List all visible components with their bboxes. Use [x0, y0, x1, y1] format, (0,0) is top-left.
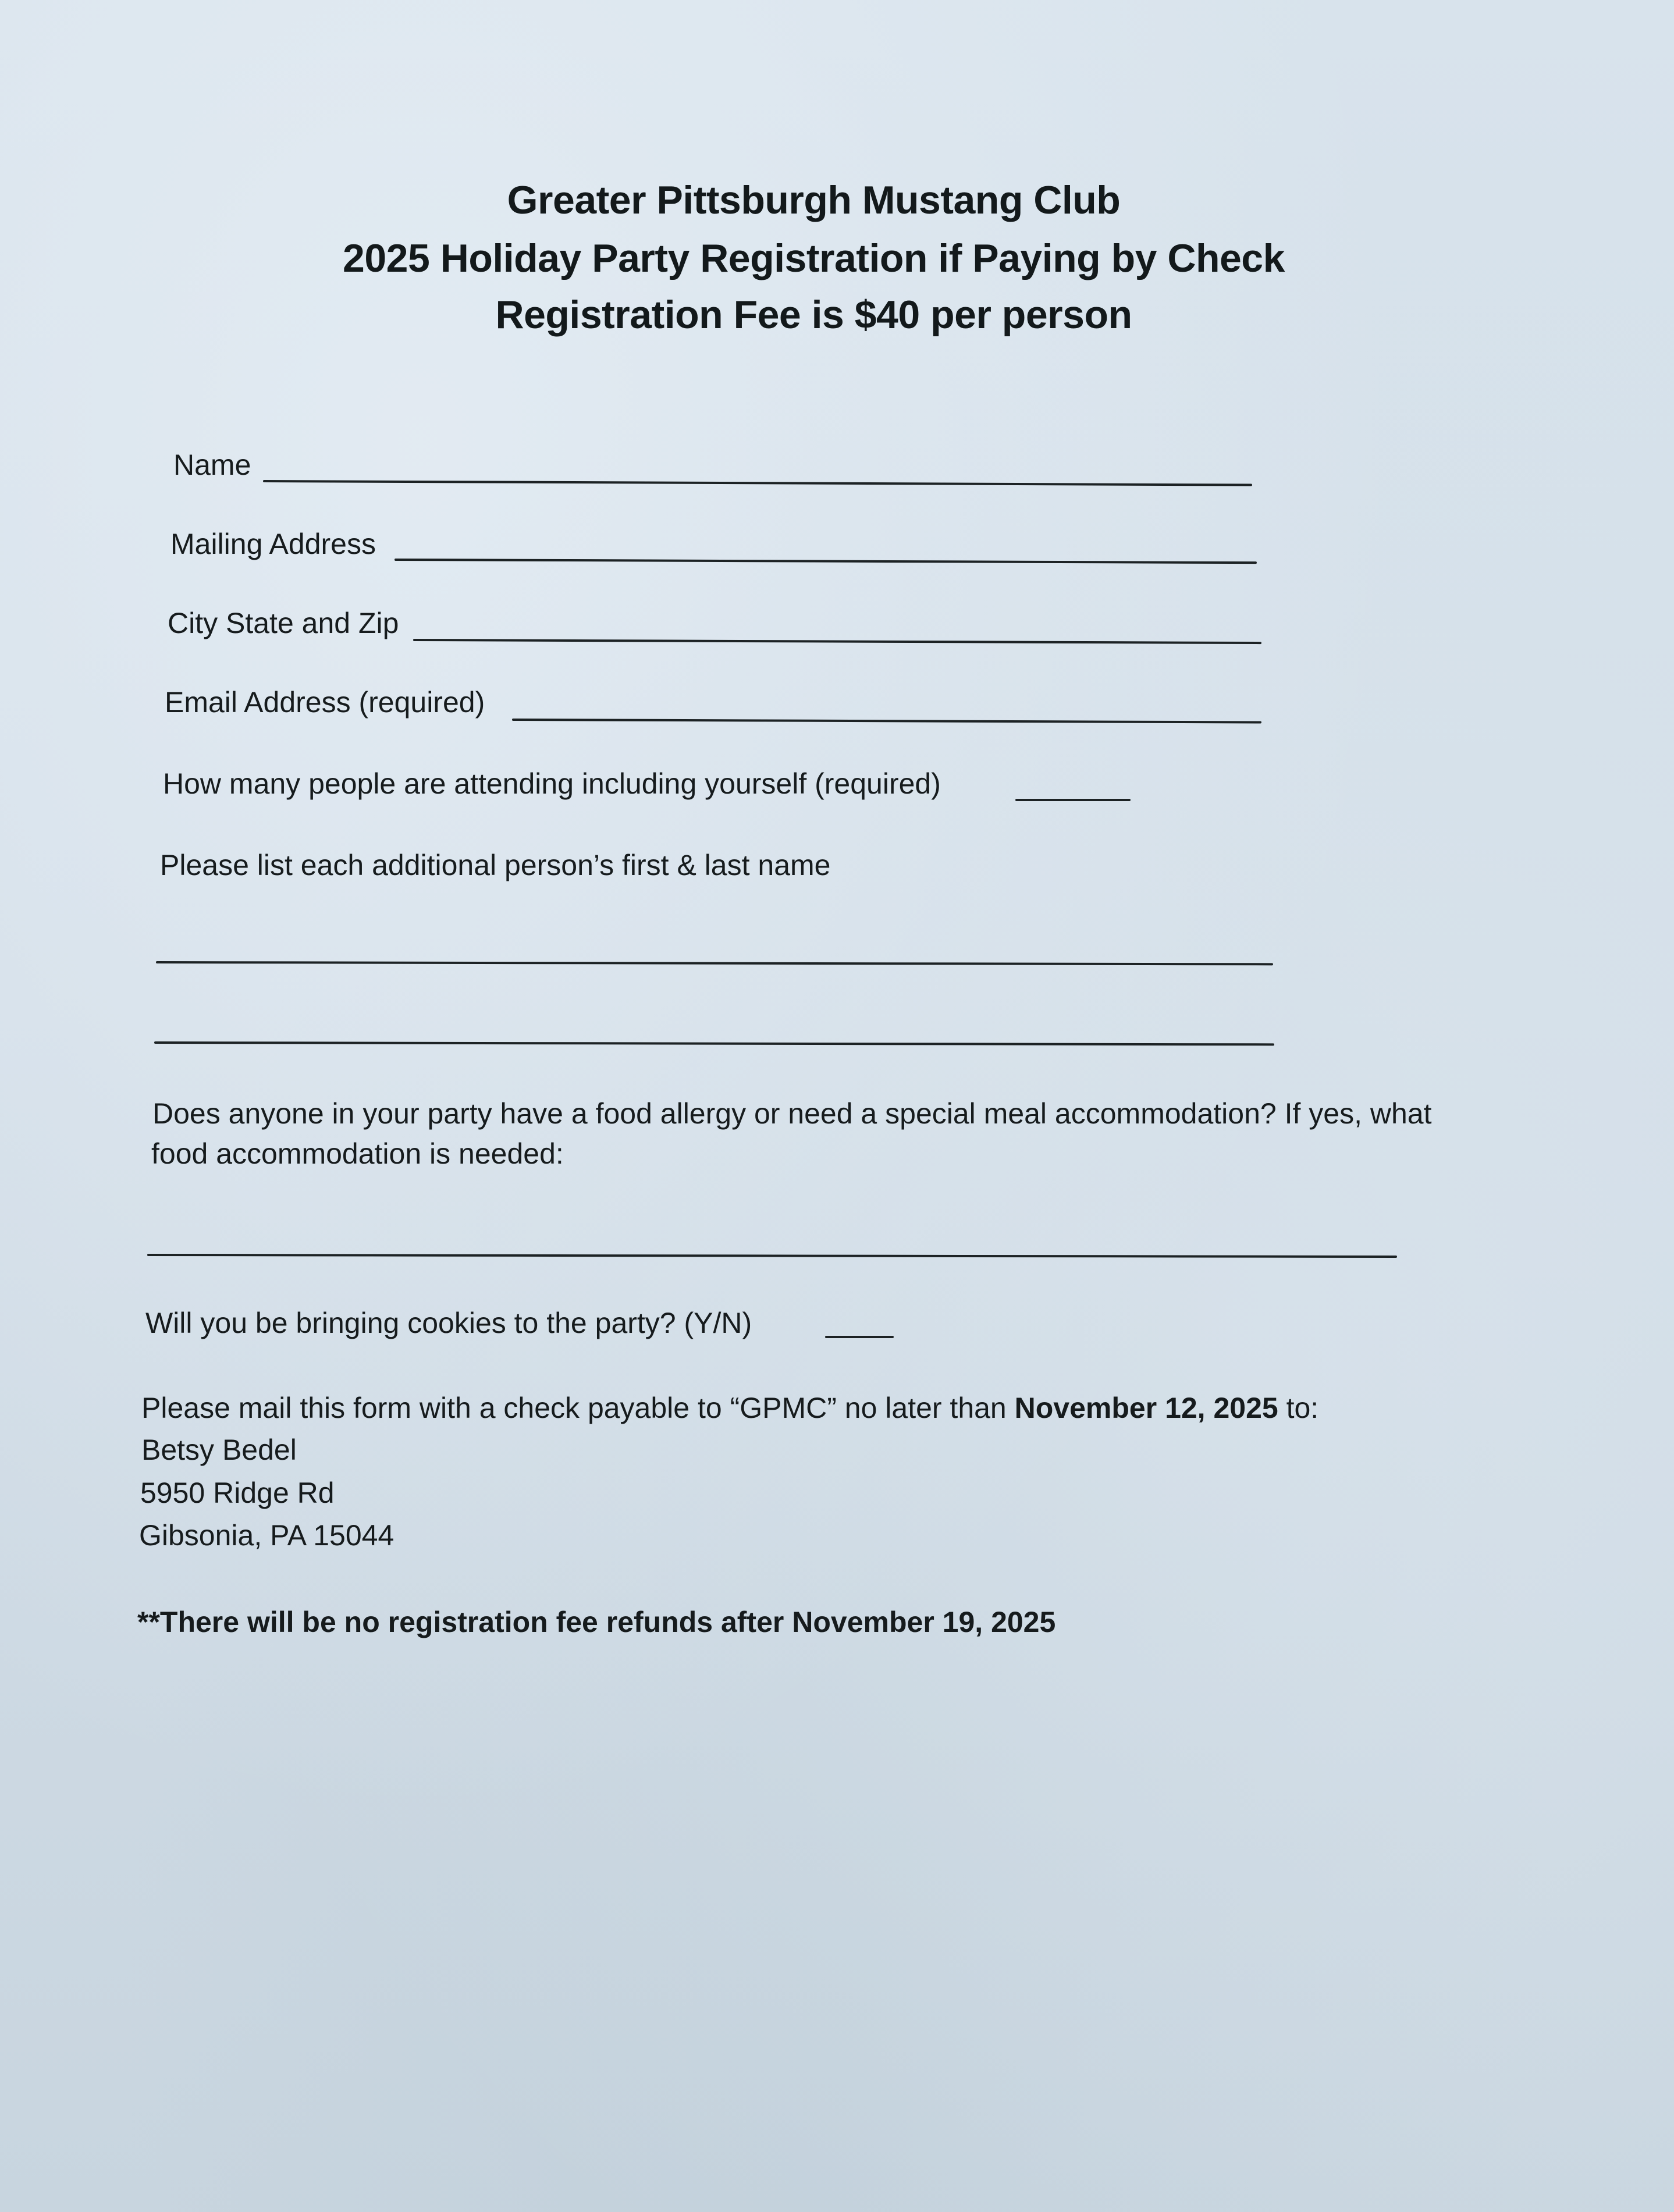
email-field-line[interactable]: [512, 719, 1261, 723]
city-state-zip-label: City State and Zip: [168, 607, 399, 639]
mailing-address-label: Mailing Address: [170, 528, 376, 560]
name-label: Name: [173, 449, 251, 481]
mailing-deadline: November 12, 2025: [1014, 1392, 1278, 1424]
city-state-zip-field-line[interactable]: [413, 639, 1261, 644]
mailing-instruction-suffix: to:: [1278, 1392, 1319, 1424]
attendee-count-field-line[interactable]: [1015, 799, 1131, 801]
additional-person-line-2[interactable]: [154, 1041, 1274, 1045]
fee-notice-heading: Registration Fee is $40 per person: [495, 293, 1132, 337]
cookies-answer-line[interactable]: [825, 1336, 894, 1338]
cookies-question-label: Will you be bringing cookies to the party? (Y/N): [145, 1307, 752, 1339]
club-name-heading: Greater Pittsburgh Mustang Club: [507, 178, 1121, 222]
mailing-instructions: [141, 1387, 1318, 1429]
food-accommodation-label-line1: Does anyone in your party have a food allergy or need a special meal accommodation? If yes, what: [152, 1097, 1432, 1130]
mailing-address-field-line[interactable]: [394, 559, 1257, 564]
recipient-street: 5950 Ridge Rd: [140, 1477, 335, 1509]
recipient-name: Betsy Bedel: [141, 1434, 297, 1466]
additional-persons-label: Please list each additional person’s first & last name: [160, 849, 831, 881]
refund-notice: **There will be no registration fee refunds after November 19, 2025: [137, 1606, 1056, 1638]
food-accommodation-label-line2: food accommodation is needed:: [151, 1137, 564, 1170]
email-label: Email Address (required): [165, 686, 485, 719]
recipient-city-line: Gibsonia, PA 15044: [139, 1519, 394, 1552]
form-title-heading: 2025 Holiday Party Registration if Paying by Check: [343, 236, 1285, 280]
additional-person-line-1[interactable]: [156, 961, 1273, 965]
food-accommodation-field-line[interactable]: [147, 1254, 1397, 1258]
attendee-count-label: How many people are attending including yourself (required): [163, 767, 941, 800]
name-field-line[interactable]: [263, 480, 1252, 486]
mailing-instruction-prefix: Please mail this form with a check payable to “GPMC” no later than: [141, 1392, 1015, 1424]
